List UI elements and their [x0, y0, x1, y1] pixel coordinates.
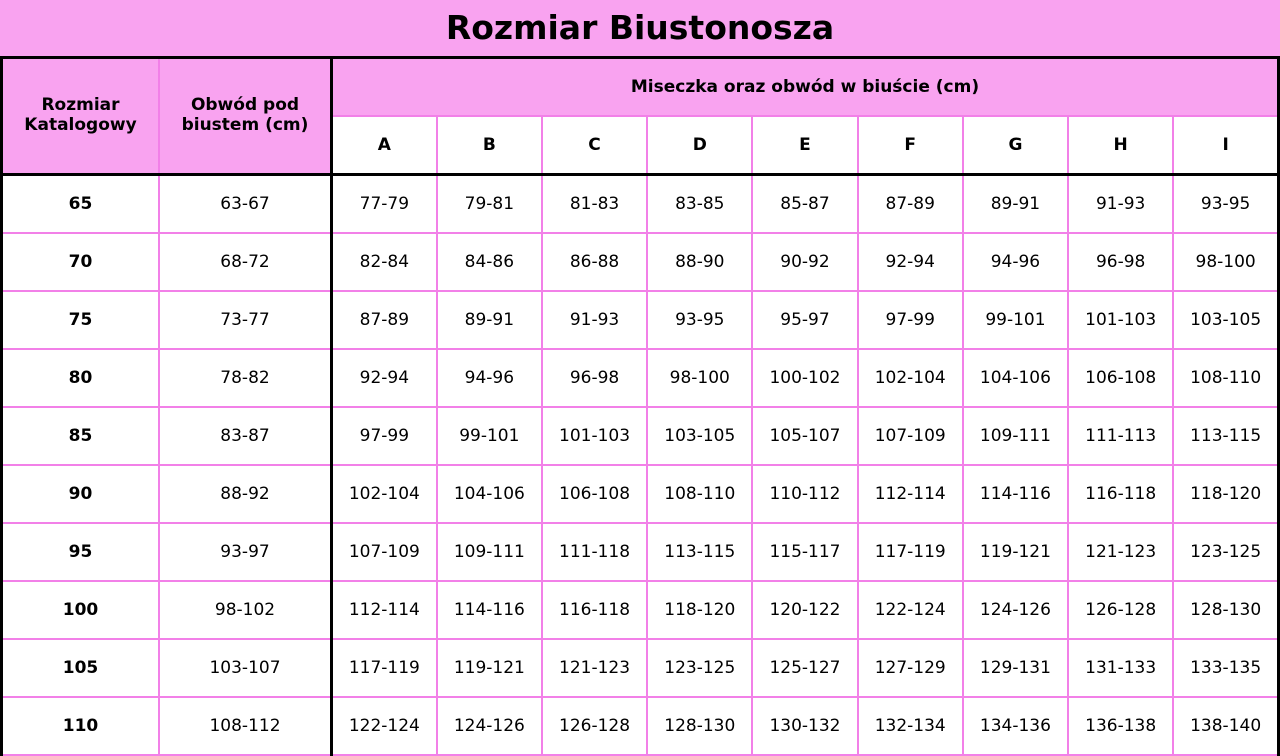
cell-cup-g: 94-96	[963, 233, 1068, 291]
table-body	[2, 175, 1279, 756]
header-catalog-size-line2: Katalogowy	[24, 115, 137, 135]
cell-underbust: 68-72	[159, 233, 332, 291]
cell-cup-h: 96-98	[1068, 233, 1173, 291]
header-cup-f: F	[858, 116, 963, 175]
cell-cup-a: 107-109	[332, 523, 437, 581]
cell-cup-d: 98-100	[647, 349, 752, 407]
cell-cup-h: 111-113	[1068, 407, 1173, 465]
header-row-top	[2, 58, 1279, 117]
cell-cup-i: 108-110	[1173, 349, 1278, 407]
header-cup-h: H	[1068, 116, 1173, 175]
cell-cup-b: 99-101	[437, 407, 542, 465]
cell-cup-g: 119-121	[963, 523, 1068, 581]
cell-cup-c: 81-83	[542, 175, 647, 234]
header-cup-b: B	[437, 116, 542, 175]
header-underbust	[159, 58, 332, 175]
cell-cup-c: 126-128	[542, 697, 647, 755]
cell-cup-h: 101-103	[1068, 291, 1173, 349]
cell-size: 85	[2, 407, 160, 465]
cell-cup-g: 89-91	[963, 175, 1068, 234]
header-underbust-line1: Obwód pod	[190, 95, 300, 116]
cell-size: 105	[2, 639, 160, 697]
header-cup-a: A	[332, 116, 437, 175]
cell-cup-f: 87-89	[858, 175, 963, 234]
cell-cup-h: 126-128	[1068, 581, 1173, 639]
cell-cup-a: 87-89	[332, 291, 437, 349]
table-row	[2, 407, 1279, 465]
cell-cup-b: 79-81	[437, 175, 542, 234]
cell-cup-b: 119-121	[437, 639, 542, 697]
page-title: Rozmiar Biustonosza	[445, 8, 835, 47]
cell-cup-i: 123-125	[1173, 523, 1278, 581]
cell-size: 75	[2, 291, 160, 349]
cell-cup-a: 97-99	[332, 407, 437, 465]
cell-underbust: 78-82	[159, 349, 332, 407]
cell-cup-f: 102-104	[858, 349, 963, 407]
cell-cup-c: 101-103	[542, 407, 647, 465]
table-row	[2, 349, 1279, 407]
cell-cup-h: 116-118	[1068, 465, 1173, 523]
cell-cup-e: 110-112	[752, 465, 857, 523]
cell-cup-f: 97-99	[858, 291, 963, 349]
cell-underbust: 98-102	[159, 581, 332, 639]
cell-size: 110	[2, 697, 160, 755]
header-catalog-size-line1: Rozmiar	[41, 95, 120, 116]
table-row	[2, 233, 1279, 291]
header-cup-g: G	[963, 116, 1068, 175]
cell-cup-e: 115-117	[752, 523, 857, 581]
cell-cup-f: 127-129	[858, 639, 963, 697]
cell-size: 70	[2, 233, 160, 291]
cell-cup-c: 106-108	[542, 465, 647, 523]
cell-underbust: 103-107	[159, 639, 332, 697]
header-cup-c: C	[542, 116, 647, 175]
cell-cup-c: 86-88	[542, 233, 647, 291]
table-row	[2, 465, 1279, 523]
cell-cup-i: 128-130	[1173, 581, 1278, 639]
cell-cup-a: 117-119	[332, 639, 437, 697]
cell-cup-a: 122-124	[332, 697, 437, 755]
cell-size: 65	[2, 175, 160, 234]
bra-size-table	[0, 56, 1280, 756]
cell-cup-e: 95-97	[752, 291, 857, 349]
cell-cup-c: 121-123	[542, 639, 647, 697]
cell-cup-d: 128-130	[647, 697, 752, 755]
cell-underbust: 108-112	[159, 697, 332, 755]
cell-cup-a: 92-94	[332, 349, 437, 407]
cell-cup-b: 124-126	[437, 697, 542, 755]
cell-cup-c: 116-118	[542, 581, 647, 639]
cell-cup-a: 112-114	[332, 581, 437, 639]
table-row	[2, 639, 1279, 697]
cell-cup-b: 84-86	[437, 233, 542, 291]
cell-cup-e: 105-107	[752, 407, 857, 465]
table-header	[2, 58, 1279, 175]
header-cup-e: E	[752, 116, 857, 175]
cell-cup-f: 132-134	[858, 697, 963, 755]
cell-cup-b: 114-116	[437, 581, 542, 639]
table-row	[2, 697, 1279, 755]
cell-cup-d: 123-125	[647, 639, 752, 697]
cell-cup-f: 107-109	[858, 407, 963, 465]
cell-cup-g: 129-131	[963, 639, 1068, 697]
cell-cup-f: 117-119	[858, 523, 963, 581]
header-catalog-size	[2, 58, 160, 175]
cell-cup-d: 83-85	[647, 175, 752, 234]
cell-cup-i: 118-120	[1173, 465, 1278, 523]
cell-cup-d: 103-105	[647, 407, 752, 465]
cell-cup-e: 120-122	[752, 581, 857, 639]
cell-cup-c: 96-98	[542, 349, 647, 407]
cell-cup-a: 77-79	[332, 175, 437, 234]
cell-size: 100	[2, 581, 160, 639]
cell-cup-h: 91-93	[1068, 175, 1173, 234]
cell-cup-i: 103-105	[1173, 291, 1278, 349]
cell-cup-i: 113-115	[1173, 407, 1278, 465]
cell-cup-g: 109-111	[963, 407, 1068, 465]
cell-size: 80	[2, 349, 160, 407]
table-row	[2, 523, 1279, 581]
table-row	[2, 175, 1279, 234]
cell-cup-h: 121-123	[1068, 523, 1173, 581]
cell-underbust: 83-87	[159, 407, 332, 465]
cell-cup-b: 109-111	[437, 523, 542, 581]
header-cup-d: D	[647, 116, 752, 175]
cell-cup-a: 102-104	[332, 465, 437, 523]
cell-cup-i: 138-140	[1173, 697, 1278, 755]
table-row	[2, 581, 1279, 639]
cell-cup-f: 92-94	[858, 233, 963, 291]
cell-cup-e: 85-87	[752, 175, 857, 234]
header-cup-i: I	[1173, 116, 1278, 175]
cell-cup-g: 114-116	[963, 465, 1068, 523]
table-row	[2, 291, 1279, 349]
cell-cup-g: 104-106	[963, 349, 1068, 407]
cell-cup-e: 125-127	[752, 639, 857, 697]
cell-size: 95	[2, 523, 160, 581]
cell-size: 90	[2, 465, 160, 523]
cell-cup-g: 99-101	[963, 291, 1068, 349]
cell-cup-i: 93-95	[1173, 175, 1278, 234]
cell-underbust: 73-77	[159, 291, 332, 349]
header-underbust-line2: biustem (cm)	[181, 115, 309, 135]
cell-cup-i: 98-100	[1173, 233, 1278, 291]
cell-cup-d: 113-115	[647, 523, 752, 581]
cell-underbust: 63-67	[159, 175, 332, 234]
cell-cup-e: 100-102	[752, 349, 857, 407]
header-cups-group: Miseczka oraz obwód w biuście (cm)	[332, 58, 1279, 117]
cell-cup-h: 106-108	[1068, 349, 1173, 407]
cell-cup-c: 111-118	[542, 523, 647, 581]
cell-cup-b: 104-106	[437, 465, 542, 523]
cell-cup-b: 94-96	[437, 349, 542, 407]
cell-cup-d: 93-95	[647, 291, 752, 349]
cell-cup-h: 131-133	[1068, 639, 1173, 697]
cell-underbust: 88-92	[159, 465, 332, 523]
cell-cup-d: 108-110	[647, 465, 752, 523]
cell-cup-d: 118-120	[647, 581, 752, 639]
cell-cup-e: 130-132	[752, 697, 857, 755]
cell-cup-g: 124-126	[963, 581, 1068, 639]
cell-cup-e: 90-92	[752, 233, 857, 291]
cell-cup-f: 122-124	[858, 581, 963, 639]
cell-cup-d: 88-90	[647, 233, 752, 291]
cell-cup-i: 133-135	[1173, 639, 1278, 697]
cell-cup-g: 134-136	[963, 697, 1068, 755]
cell-cup-a: 82-84	[332, 233, 437, 291]
cell-cup-c: 91-93	[542, 291, 647, 349]
cell-cup-b: 89-91	[437, 291, 542, 349]
cell-cup-f: 112-114	[858, 465, 963, 523]
cell-underbust: 93-97	[159, 523, 332, 581]
cell-cup-h: 136-138	[1068, 697, 1173, 755]
